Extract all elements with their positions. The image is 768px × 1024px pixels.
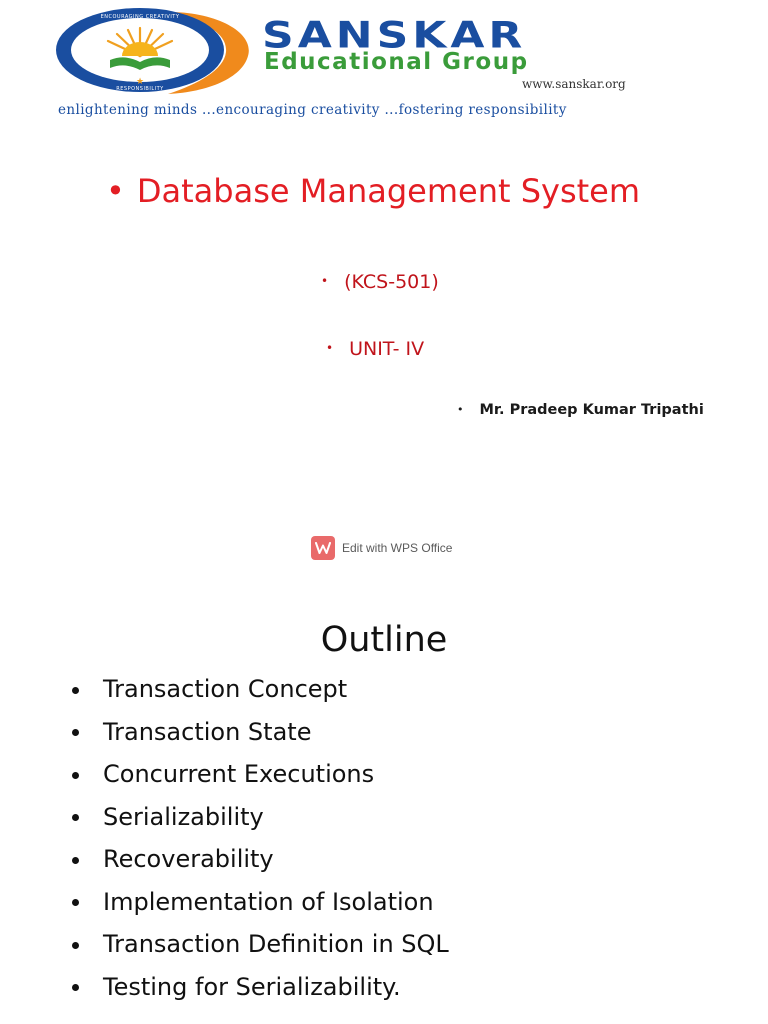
wps-label: Edit with WPS Office — [342, 541, 453, 555]
list-item-text: Implementation of Isolation — [103, 887, 434, 916]
tagline: enlightening minds ...encouraging creativity ...fostering responsibility — [58, 102, 567, 118]
list-item — [72, 668, 449, 711]
bullet-dot: • — [326, 341, 334, 355]
edit-with-wps-button[interactable] — [311, 536, 452, 560]
brand-url: www.sanskar.org — [522, 77, 626, 91]
svg-text:★: ★ — [135, 77, 145, 87]
bullet-dot — [72, 857, 79, 864]
list-item — [72, 881, 449, 924]
outline-title: Outline — [320, 620, 448, 660]
list-item-text: Transaction Definition in SQL — [103, 930, 449, 959]
bullet-dot — [72, 899, 79, 906]
list-item-text: Recoverability — [103, 845, 274, 874]
list-item-text: Serializability — [103, 802, 264, 831]
outline-list — [72, 668, 449, 1008]
unit-line — [326, 338, 424, 360]
bullet-dot: • — [457, 403, 464, 416]
list-item — [72, 753, 449, 796]
bullet-dot — [72, 687, 79, 694]
bullet-dot — [72, 984, 79, 991]
list-item — [72, 923, 449, 966]
bullet-dot — [72, 772, 79, 779]
slide-title — [106, 172, 640, 210]
bullet-dot — [72, 729, 79, 736]
bullet-dot — [72, 814, 79, 821]
list-item — [72, 966, 449, 1009]
header-banner — [0, 0, 768, 130]
slide-title-text: Database Management System — [136, 172, 641, 210]
list-item-text: Transaction State — [103, 717, 312, 746]
course-code: (KCS-501) — [344, 271, 439, 293]
sanskar-emblem-logo — [40, 4, 252, 96]
bullet-dot: • — [106, 172, 125, 210]
unit-label: UNIT- IV — [349, 338, 425, 360]
author-name: Mr. Pradeep Kumar Tripathi — [479, 402, 704, 418]
list-item-text: Concurrent Executions — [103, 760, 375, 789]
list-item-text: Testing for Serializability. — [103, 972, 401, 1001]
list-item-text: Transaction Concept — [103, 675, 348, 704]
bullet-dot — [72, 942, 79, 949]
list-item — [72, 796, 449, 839]
svg-text:ENCOURAGING CREATIVITY: ENCOURAGING CREATIVITY — [100, 14, 180, 20]
brand-name: SANSKAR — [262, 14, 527, 57]
list-item — [72, 838, 449, 881]
wps-logo-icon — [311, 536, 335, 560]
list-item — [72, 711, 449, 754]
brand-subtitle: Educational Group — [264, 49, 529, 75]
course-code-line — [321, 271, 439, 293]
author-line — [457, 402, 704, 418]
bullet-dot: • — [321, 274, 329, 288]
svg-text:RESPONSIBILITY: RESPONSIBILITY — [116, 86, 164, 92]
